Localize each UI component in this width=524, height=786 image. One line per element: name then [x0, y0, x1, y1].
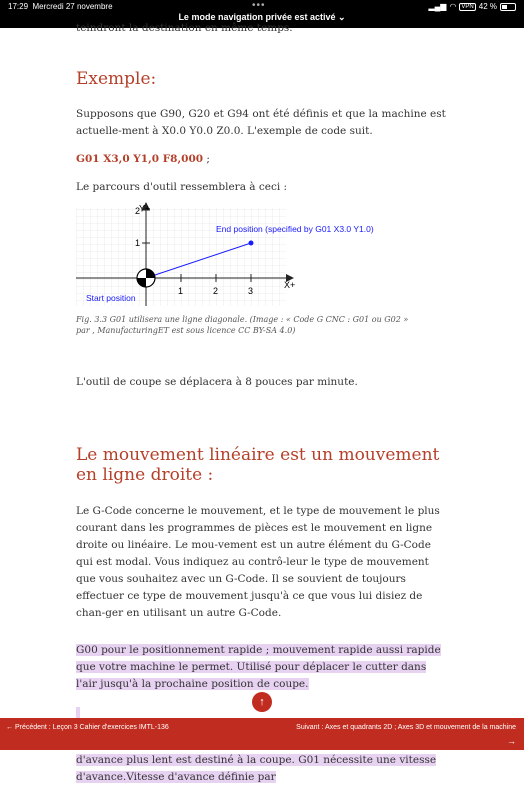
- para-gcode: Le G-Code concerne le mouvement, et le type de mouvement le plus courant dans les programmes de pièces est le mouvement en ligne droite ou linéaire. Le mou-vement est un autre élément du G-Code qui est modal. Vous indiquez au contrô-leur le type de mouvement que vous souhaitez avec un G-Code. Il se souvient de toujours effectuer ce type de mouvement jusqu'à ce que vous lui disiez de chan-ger en utilisant un autre G-Code.: [76, 505, 440, 619]
- battery-percent: 42 %: [478, 2, 497, 11]
- next-link[interactable]: Suivant : Axes et quadrants 2D ; Axes 3D et mouvement de la machine: [296, 724, 516, 731]
- battery-icon: [500, 3, 516, 11]
- navigation-footer: [0, 718, 524, 750]
- figure-caption: Fig. 3.3 G01 utilisera une ligne diagonale. (Image : « Code G CNC : G01 ou G02 » par , ManufacturingET est sous licence CC BY-SA 4.0): [76, 315, 409, 335]
- cut-off-text: teindront la destination en même temps.: [76, 22, 293, 34]
- para-path: Le parcours d'outil ressemblera à ceci :: [76, 181, 288, 193]
- heading-example: Exemple:: [76, 69, 157, 89]
- previous-link[interactable]: ← Précédent : Leçon 3 Cahier d'exercices IMTL-136: [6, 724, 169, 731]
- x-axis-label: X+: [284, 280, 296, 290]
- chevron-down-icon: ⌄: [338, 12, 346, 22]
- start-marker-icon: [137, 269, 155, 287]
- end-position-label: End position (specified by G01 X3.0 Y1.0): [216, 224, 374, 234]
- status-right: [428, 2, 516, 11]
- wifi-icon: ◠: [449, 2, 457, 11]
- para-suppose: Supposons que G90, G20 et G94 ont été définis et que la machine est actuelle-ment à X0.0 Y0.0 Z0.0. L'exemple de code suit.: [76, 108, 446, 137]
- vpn-badge: VPN: [461, 3, 474, 10]
- x-tick-label: 2: [213, 286, 219, 296]
- code-line: G01 X3,0 Y1,0 F8,000 ;: [76, 153, 210, 165]
- code-text: G01 X3,0 Y1,0 F8,000: [76, 153, 204, 165]
- highlight-g01: d'avance plus lent est destiné à la coupe. G01 nécessite une vitesse d'avance.Vitesse d'avance définie par: [76, 735, 448, 786]
- para-speed: L'outil de coupe se déplacera à 8 pouces par minute.: [76, 376, 358, 388]
- status-time-date: 17:29 Mercredi 27 novembre: [8, 2, 113, 11]
- x-tick-label: 1: [178, 286, 184, 296]
- start-position-label: Start position: [86, 293, 136, 303]
- signal-icon: ▂▄▆: [428, 2, 447, 11]
- toolpath-figure: [76, 202, 406, 312]
- arrow-right-icon[interactable]: →: [507, 736, 516, 746]
- article-content: [76, 22, 448, 786]
- highlight-g00: G00 pour le positionnement rapide ; mouvement rapide aussi rapide que votre machine le permet. Utilisé pour déplacer le cutter dans l'air jusqu'à la prochaine position de coupe.: [76, 644, 441, 690]
- y-tick-label: 2: [135, 206, 141, 216]
- multitasking-dots[interactable]: •••: [252, 0, 266, 11]
- y-tick-label: 1: [135, 238, 141, 248]
- y-axis-label: Y+: [139, 203, 151, 214]
- private-mode-banner[interactable]: Le mode navigation privée est activé ⌄: [178, 12, 346, 22]
- end-point: [249, 241, 254, 246]
- x-tick-label: 3: [248, 286, 254, 296]
- back-to-top-button[interactable]: ↑: [252, 692, 272, 712]
- heading-linear: Le mouvement linéaire est un mouvement en ligne droite :: [76, 445, 440, 485]
